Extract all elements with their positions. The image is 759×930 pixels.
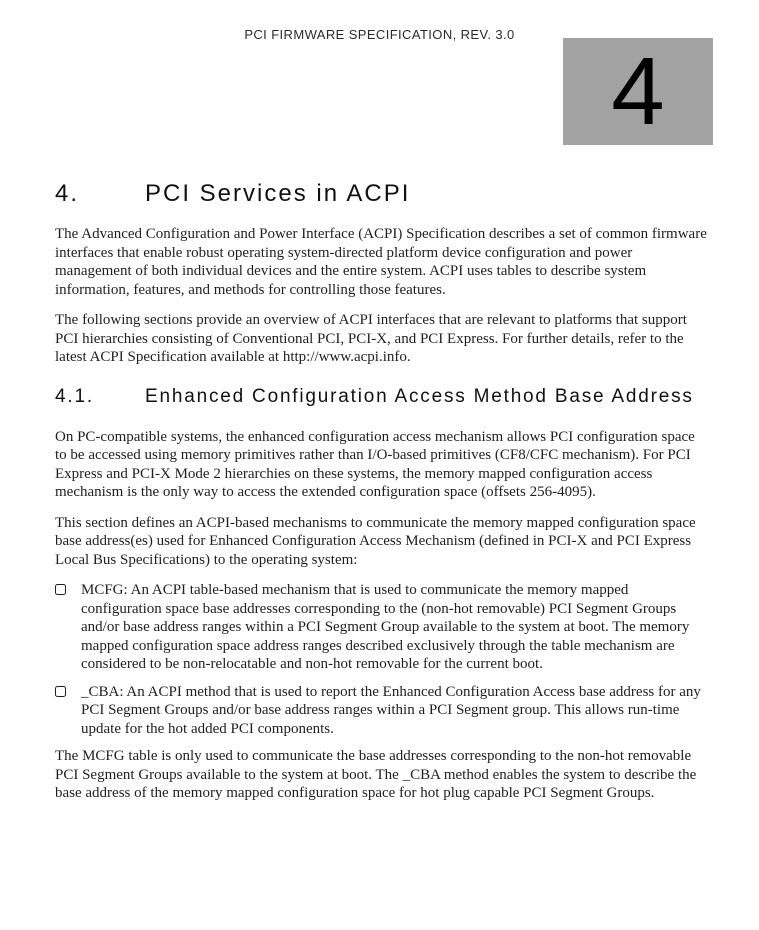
- list-item: [55, 581, 710, 674]
- paragraph-acpi-overview: The Advanced Configuration and Power Interface (ACPI) Specification describes a set of common firmware interfaces that enable robust operating system-directed platform device configuration and power management of both individual devices and the entire system. ACPI uses tables to describe system information, features, and methods for controlling those features.: [55, 226, 707, 298]
- chapter-number-tab: 4: [563, 38, 713, 145]
- page-body: [55, 180, 710, 815]
- bullet-mcfg-text: MCFG: An ACPI table-based mechanism that is used to communicate the memory mapped configuration space base addresses corresponding to the (non-hot removable) PCI Segment Groups and/or base address ranges within a PCI Segment Group available to the system at boot. The memory mapped configuration space address ranges described exclusively through the table mechanism are considered to be non-relocatable and non-hot removable for the current boot.: [81, 582, 690, 673]
- chapter-heading: [55, 180, 710, 208]
- paragraph-sections-overview: The following sections provide an overview of ACPI interfaces that are relevant to platforms that support PCI hierarchies consisting of Conventional PCI, PCI-X, and PCI Express. For further details, refer to the latest ACPI Specification available at http://www.acpi.info.: [55, 312, 687, 365]
- section-heading-number: 4.1.: [55, 385, 94, 407]
- paragraph-section-defines: This section defines an ACPI-based mechanisms to communicate the memory mapped configuration space base address(es) used for Enhanced Configuration Access Mechanism (defined in PCI-X and PCI Express Local Bus Specifications) to the operating system:: [55, 514, 696, 568]
- paragraph-pc-compatible: On PC-compatible systems, the enhanced configuration access mechanism allows PCI configuration space to be accessed using memory primitives rather than I/O-based primitives (CF8/CFC mechanism). For PCI Express and PCI-X Mode 2 hierarchies on these systems, the memory mapped configuration access mechanism is the only way to access the extended configuration space (offsets 256-4095).: [55, 428, 695, 501]
- paragraph-mcfg-summary: The MCFG table is only used to communicate the base addresses corresponding to the non-hot removable PCI Segment Groups available to the system at boot. The _CBA method enables the system to describe the base address of the memory mapped configuration space for hot plug capable PCI Segment Groups.: [55, 748, 697, 802]
- list-item: [55, 683, 710, 739]
- checkbox-bullet-icon: [55, 686, 66, 697]
- running-header: PCI FIRMWARE SPECIFICATION, REV. 3.0: [244, 27, 515, 42]
- chapter-heading-number: 4.: [55, 180, 80, 207]
- chapter-heading-title: PCI Services in ACPI: [145, 180, 411, 207]
- section-heading-title: Enhanced Configuration Access Method Base Address: [145, 385, 694, 407]
- checkbox-bullet-icon: [55, 584, 66, 595]
- bullet-cba-text: _CBA: An ACPI method that is used to report the Enhanced Configuration Access base address for any PCI Segment Groups and/or base address ranges within a PCI Segment group. This allows run-time update for the hot added PCI components.: [81, 683, 701, 737]
- section-heading: [55, 381, 710, 412]
- bullet-list: [55, 581, 710, 738]
